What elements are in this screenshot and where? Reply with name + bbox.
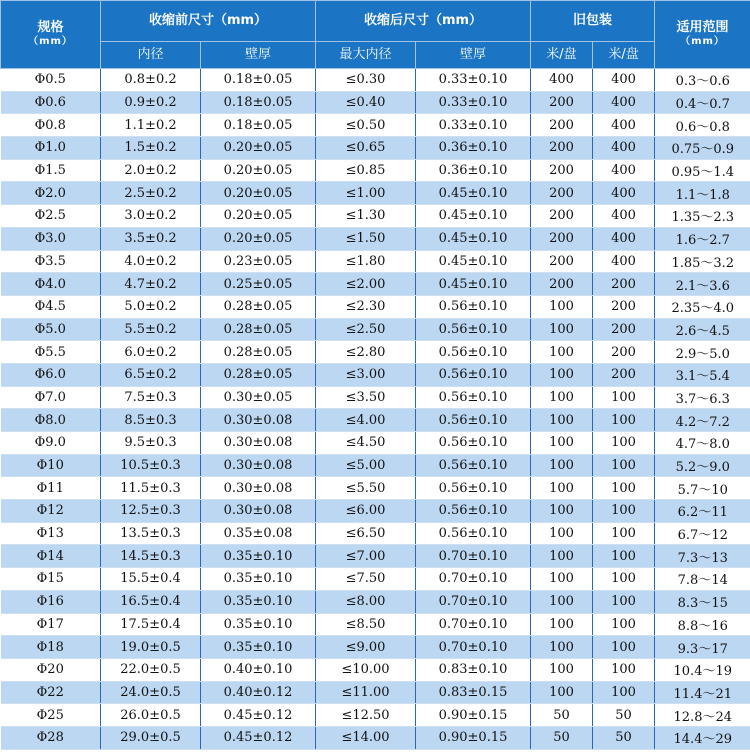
- table-row: [1, 432, 750, 455]
- table-row: [1, 522, 750, 545]
- cell-inner-diameter: 5.0±0.2: [101, 295, 201, 318]
- cell-meters-per-reel: 100: [531, 386, 593, 409]
- cell-inner-diameter: 11.5±0.3: [101, 477, 201, 500]
- cell-inner-diameter: 13.5±0.3: [101, 522, 201, 545]
- cell-meters-per-reel: 100: [531, 409, 593, 432]
- cell-meters-per-reel: 100: [531, 658, 593, 681]
- cell-wall-thickness: 0.35±0.10: [201, 545, 316, 568]
- cell-inner-diameter: 4.0±0.2: [101, 250, 201, 273]
- cell-meters-per-reel: 400: [531, 69, 593, 92]
- cell-max-inner-diameter: ≤4.00: [316, 409, 416, 432]
- cell-wall-thickness-after: 0.56±0.10: [416, 318, 531, 341]
- cell-inner-diameter: 3.5±0.2: [101, 227, 201, 250]
- cell-max-inner-diameter: ≤10.00: [316, 658, 416, 681]
- cell-max-inner-diameter: ≤0.50: [316, 114, 416, 137]
- cell-wall-thickness: 0.30±0.08: [201, 432, 316, 455]
- header-range-label: 适用范围: [676, 20, 729, 36]
- table-row: [1, 182, 750, 205]
- cell-wall-thickness: 0.30±0.05: [201, 386, 316, 409]
- cell-meters-per-reel-2: 400: [593, 91, 655, 114]
- cell-spec: Φ8.0: [1, 409, 101, 432]
- cell-max-inner-diameter: ≤12.50: [316, 704, 416, 727]
- cell-spec: Φ2.5: [1, 205, 101, 228]
- cell-inner-diameter: 2.5±0.2: [101, 182, 201, 205]
- cell-meters-per-reel-2: 400: [593, 137, 655, 160]
- cell-spec: Φ1.5: [1, 159, 101, 182]
- cell-max-inner-diameter: ≤0.85: [316, 159, 416, 182]
- header-spec: [1, 1, 101, 69]
- cell-range: 7.3～13: [655, 545, 750, 568]
- cell-meters-per-reel-2: 100: [593, 386, 655, 409]
- cell-inner-diameter: 1.5±0.2: [101, 137, 201, 160]
- cell-inner-diameter: 19.0±0.5: [101, 636, 201, 659]
- cell-meters-per-reel: 100: [531, 477, 593, 500]
- cell-inner-diameter: 5.5±0.2: [101, 318, 201, 341]
- table-row: [1, 409, 750, 432]
- cell-meters-per-reel: 100: [531, 613, 593, 636]
- cell-wall-thickness-after: 0.90±0.15: [416, 726, 531, 749]
- cell-wall-thickness-after: 0.56±0.10: [416, 432, 531, 455]
- table-row: [1, 477, 750, 500]
- cell-wall-thickness: 0.28±0.05: [201, 295, 316, 318]
- cell-inner-diameter: 6.0±0.2: [101, 341, 201, 364]
- cell-wall-thickness-after: 0.70±0.10: [416, 613, 531, 636]
- table-row: [1, 91, 750, 114]
- cell-wall-thickness-after: 0.70±0.10: [416, 636, 531, 659]
- cell-spec: Φ7.0: [1, 386, 101, 409]
- table-row: [1, 568, 750, 591]
- cell-range: 12.8～24: [655, 704, 750, 727]
- table-row: [1, 159, 750, 182]
- table-row: [1, 227, 750, 250]
- cell-wall-thickness-after: 0.56±0.10: [416, 295, 531, 318]
- cell-range: 0.4～0.7: [655, 91, 750, 114]
- cell-meters-per-reel: 100: [531, 500, 593, 523]
- table-row: [1, 726, 750, 749]
- cell-spec: Φ2.0: [1, 182, 101, 205]
- cell-spec: Φ0.5: [1, 69, 101, 92]
- cell-meters-per-reel: 100: [531, 454, 593, 477]
- cell-max-inner-diameter: ≤1.80: [316, 250, 416, 273]
- table-row: [1, 500, 750, 523]
- cell-max-inner-diameter: ≤0.65: [316, 137, 416, 160]
- cell-max-inner-diameter: ≤3.00: [316, 363, 416, 386]
- cell-spec: Φ0.8: [1, 114, 101, 137]
- cell-wall-thickness: 0.35±0.10: [201, 636, 316, 659]
- cell-meters-per-reel: 100: [531, 681, 593, 704]
- cell-range: 3.7～6.3: [655, 386, 750, 409]
- cell-wall-thickness: 0.30±0.08: [201, 477, 316, 500]
- subheader-inner-diameter: 内径: [101, 42, 201, 69]
- cell-range: 5.7～10: [655, 477, 750, 500]
- cell-range: 1.6～2.7: [655, 227, 750, 250]
- table-row: [1, 681, 750, 704]
- cell-meters-per-reel-2: 100: [593, 658, 655, 681]
- cell-wall-thickness: 0.20±0.05: [201, 227, 316, 250]
- table-row: [1, 341, 750, 364]
- table-row: [1, 454, 750, 477]
- cell-wall-thickness-after: 0.70±0.10: [416, 545, 531, 568]
- cell-meters-per-reel: 50: [531, 704, 593, 727]
- cell-range: 1.1～1.8: [655, 182, 750, 205]
- cell-wall-thickness-after: 0.56±0.10: [416, 363, 531, 386]
- cell-meters-per-reel: 200: [531, 227, 593, 250]
- cell-wall-thickness-after: 0.33±0.10: [416, 69, 531, 92]
- cell-max-inner-diameter: ≤5.00: [316, 454, 416, 477]
- cell-meters-per-reel-2: 200: [593, 273, 655, 296]
- cell-inner-diameter: 2.0±0.2: [101, 159, 201, 182]
- cell-meters-per-reel: 200: [531, 91, 593, 114]
- cell-range: 2.6～4.5: [655, 318, 750, 341]
- cell-spec: Φ6.0: [1, 363, 101, 386]
- cell-wall-thickness: 0.28±0.05: [201, 341, 316, 364]
- cell-inner-diameter: 6.5±0.2: [101, 363, 201, 386]
- cell-max-inner-diameter: ≤6.00: [316, 500, 416, 523]
- cell-spec: Φ25: [1, 704, 101, 727]
- cell-spec: Φ3.0: [1, 227, 101, 250]
- cell-spec: Φ3.5: [1, 250, 101, 273]
- cell-spec: Φ17: [1, 613, 101, 636]
- cell-inner-diameter: 24.0±0.5: [101, 681, 201, 704]
- table-row: [1, 69, 750, 92]
- cell-meters-per-reel-2: 100: [593, 613, 655, 636]
- cell-wall-thickness: 0.20±0.05: [201, 137, 316, 160]
- cell-meters-per-reel-2: 100: [593, 500, 655, 523]
- cell-meters-per-reel-2: 50: [593, 726, 655, 749]
- cell-wall-thickness-after: 0.56±0.10: [416, 341, 531, 364]
- cell-wall-thickness-after: 0.56±0.10: [416, 477, 531, 500]
- cell-spec: Φ11: [1, 477, 101, 500]
- cell-meters-per-reel: 200: [531, 273, 593, 296]
- cell-meters-per-reel: 100: [531, 432, 593, 455]
- cell-wall-thickness-after: 0.56±0.10: [416, 454, 531, 477]
- cell-wall-thickness: 0.30±0.08: [201, 454, 316, 477]
- cell-meters-per-reel: 200: [531, 159, 593, 182]
- cell-meters-per-reel-2: 100: [593, 477, 655, 500]
- cell-spec: Φ28: [1, 726, 101, 749]
- cell-meters-per-reel: 100: [531, 363, 593, 386]
- cell-max-inner-diameter: ≤2.50: [316, 318, 416, 341]
- cell-meters-per-reel-2: 100: [593, 522, 655, 545]
- cell-range: 0.6～0.8: [655, 114, 750, 137]
- cell-meters-per-reel: 100: [531, 341, 593, 364]
- cell-wall-thickness-after: 0.83±0.10: [416, 658, 531, 681]
- cell-max-inner-diameter: ≤4.50: [316, 432, 416, 455]
- cell-spec: Φ5.0: [1, 318, 101, 341]
- table-body: [1, 69, 750, 750]
- cell-wall-thickness-after: 0.90±0.15: [416, 704, 531, 727]
- table-row: [1, 114, 750, 137]
- subheader-meters-per-reel-2: 米/盘: [593, 42, 655, 69]
- cell-max-inner-diameter: ≤3.50: [316, 386, 416, 409]
- cell-spec: Φ4.5: [1, 295, 101, 318]
- cell-spec: Φ12: [1, 500, 101, 523]
- cell-wall-thickness-after: 0.45±0.10: [416, 205, 531, 228]
- cell-max-inner-diameter: ≤8.00: [316, 590, 416, 613]
- subheader-wall-thickness-after: 壁厚: [416, 42, 531, 69]
- cell-wall-thickness: 0.18±0.05: [201, 114, 316, 137]
- header-spec-label: 规格: [37, 20, 64, 36]
- cell-range: 2.9～5.0: [655, 341, 750, 364]
- cell-max-inner-diameter: ≤6.50: [316, 522, 416, 545]
- cell-range: 1.35～2.3: [655, 205, 750, 228]
- cell-range: 2.1～3.6: [655, 273, 750, 296]
- cell-max-inner-diameter: ≤2.80: [316, 341, 416, 364]
- cell-inner-diameter: 22.0±0.5: [101, 658, 201, 681]
- cell-meters-per-reel-2: 100: [593, 590, 655, 613]
- cell-meters-per-reel-2: 200: [593, 295, 655, 318]
- cell-max-inner-diameter: ≤2.00: [316, 273, 416, 296]
- cell-meters-per-reel-2: 50: [593, 704, 655, 727]
- cell-meters-per-reel-2: 400: [593, 250, 655, 273]
- cell-range: 0.95～1.4: [655, 159, 750, 182]
- table-row: [1, 545, 750, 568]
- cell-meters-per-reel: 100: [531, 318, 593, 341]
- cell-meters-per-reel: 100: [531, 568, 593, 591]
- cell-max-inner-diameter: ≤5.50: [316, 477, 416, 500]
- cell-wall-thickness: 0.35±0.10: [201, 613, 316, 636]
- table-row: [1, 205, 750, 228]
- cell-inner-diameter: 15.5±0.4: [101, 568, 201, 591]
- cell-meters-per-reel-2: 100: [593, 681, 655, 704]
- cell-spec: Φ16: [1, 590, 101, 613]
- cell-range: 8.8～16: [655, 613, 750, 636]
- cell-spec: Φ22: [1, 681, 101, 704]
- cell-inner-diameter: 17.5±0.4: [101, 613, 201, 636]
- cell-wall-thickness: 0.20±0.05: [201, 159, 316, 182]
- cell-max-inner-diameter: ≤2.30: [316, 295, 416, 318]
- cell-max-inner-diameter: ≤14.00: [316, 726, 416, 749]
- cell-wall-thickness-after: 0.70±0.10: [416, 568, 531, 591]
- cell-spec: Φ13: [1, 522, 101, 545]
- cell-max-inner-diameter: ≤1.50: [316, 227, 416, 250]
- cell-wall-thickness-after: 0.56±0.10: [416, 386, 531, 409]
- cell-meters-per-reel-2: 100: [593, 432, 655, 455]
- cell-wall-thickness: 0.23±0.05: [201, 250, 316, 273]
- cell-meters-per-reel: 200: [531, 182, 593, 205]
- cell-inner-diameter: 8.5±0.3: [101, 409, 201, 432]
- cell-wall-thickness: 0.25±0.05: [201, 273, 316, 296]
- cell-wall-thickness-after: 0.45±0.10: [416, 273, 531, 296]
- cell-meters-per-reel-2: 200: [593, 318, 655, 341]
- cell-spec: Φ5.5: [1, 341, 101, 364]
- cell-wall-thickness: 0.20±0.05: [201, 205, 316, 228]
- header-row: [1, 1, 750, 42]
- cell-range: 7.8～14: [655, 568, 750, 591]
- cell-wall-thickness: 0.40±0.10: [201, 658, 316, 681]
- cell-wall-thickness: 0.40±0.12: [201, 681, 316, 704]
- subheader-max-inner-diameter: 最大内径: [316, 42, 416, 69]
- header-range: [655, 1, 750, 69]
- cell-wall-thickness-after: 0.56±0.10: [416, 522, 531, 545]
- cell-wall-thickness: 0.45±0.12: [201, 726, 316, 749]
- cell-wall-thickness-after: 0.56±0.10: [416, 409, 531, 432]
- cell-meters-per-reel: 100: [531, 636, 593, 659]
- cell-max-inner-diameter: ≤9.00: [316, 636, 416, 659]
- cell-inner-diameter: 12.5±0.3: [101, 500, 201, 523]
- cell-max-inner-diameter: ≤1.30: [316, 205, 416, 228]
- header-spec-unit: （mm）: [28, 36, 73, 48]
- cell-meters-per-reel: 200: [531, 137, 593, 160]
- cell-spec: Φ20: [1, 658, 101, 681]
- table-row: [1, 704, 750, 727]
- cell-meters-per-reel-2: 100: [593, 636, 655, 659]
- cell-meters-per-reel: 200: [531, 250, 593, 273]
- cell-spec: Φ10: [1, 454, 101, 477]
- table-row: [1, 658, 750, 681]
- cell-range: 4.2～7.2: [655, 409, 750, 432]
- cell-meters-per-reel-2: 100: [593, 545, 655, 568]
- cell-max-inner-diameter: ≤11.00: [316, 681, 416, 704]
- cell-meters-per-reel-2: 400: [593, 114, 655, 137]
- cell-meters-per-reel: 100: [531, 590, 593, 613]
- cell-meters-per-reel-2: 400: [593, 69, 655, 92]
- cell-max-inner-diameter: ≤0.30: [316, 69, 416, 92]
- header-range-unit: （mm）: [680, 36, 725, 48]
- cell-range: 11.4～21: [655, 681, 750, 704]
- cell-inner-diameter: 0.9±0.2: [101, 91, 201, 114]
- cell-meters-per-reel-2: 400: [593, 227, 655, 250]
- cell-meters-per-reel-2: 400: [593, 205, 655, 228]
- cell-inner-diameter: 29.0±0.5: [101, 726, 201, 749]
- subheader-meters-per-reel: 米/盘: [531, 42, 593, 69]
- cell-inner-diameter: 14.5±0.3: [101, 545, 201, 568]
- cell-inner-diameter: 9.5±0.3: [101, 432, 201, 455]
- cell-range: 0.3～0.6: [655, 69, 750, 92]
- cell-meters-per-reel: 100: [531, 522, 593, 545]
- table-row: [1, 137, 750, 160]
- cell-wall-thickness: 0.18±0.05: [201, 69, 316, 92]
- cell-range: 4.7～8.0: [655, 432, 750, 455]
- cell-max-inner-diameter: ≤7.50: [316, 568, 416, 591]
- cell-inner-diameter: 0.8±0.2: [101, 69, 201, 92]
- cell-wall-thickness: 0.30±0.08: [201, 500, 316, 523]
- cell-meters-per-reel-2: 100: [593, 409, 655, 432]
- subheader-row: [1, 42, 750, 69]
- cell-wall-thickness-after: 0.33±0.10: [416, 114, 531, 137]
- cell-wall-thickness: 0.28±0.05: [201, 318, 316, 341]
- cell-inner-diameter: 3.0±0.2: [101, 205, 201, 228]
- cell-wall-thickness-after: 0.33±0.10: [416, 91, 531, 114]
- cell-wall-thickness: 0.35±0.10: [201, 590, 316, 613]
- header-post-shrink: 收缩后尺寸（mm）: [316, 1, 531, 42]
- cell-wall-thickness-after: 0.83±0.15: [416, 681, 531, 704]
- subheader-wall-thickness: 壁厚: [201, 42, 316, 69]
- cell-range: 6.7～12: [655, 522, 750, 545]
- table-row: [1, 250, 750, 273]
- header-pre-shrink: 收缩前尺寸（mm）: [101, 1, 316, 42]
- cell-range: 1.85～3.2: [655, 250, 750, 273]
- cell-range: 9.3～17: [655, 636, 750, 659]
- cell-wall-thickness: 0.30±0.08: [201, 409, 316, 432]
- cell-inner-diameter: 16.5±0.4: [101, 590, 201, 613]
- cell-inner-diameter: 7.5±0.3: [101, 386, 201, 409]
- cell-spec: Φ15: [1, 568, 101, 591]
- cell-spec: Φ1.0: [1, 137, 101, 160]
- cell-range: 5.2～9.0: [655, 454, 750, 477]
- cell-meters-per-reel-2: 100: [593, 568, 655, 591]
- cell-meters-per-reel-2: 400: [593, 182, 655, 205]
- cell-range: 6.2～11: [655, 500, 750, 523]
- table-row: [1, 363, 750, 386]
- cell-wall-thickness-after: 0.45±0.10: [416, 227, 531, 250]
- cell-range: 8.3～15: [655, 590, 750, 613]
- cell-spec: Φ4.0: [1, 273, 101, 296]
- cell-meters-per-reel-2: 200: [593, 363, 655, 386]
- cell-wall-thickness: 0.20±0.05: [201, 182, 316, 205]
- table-row: [1, 273, 750, 296]
- cell-meters-per-reel: 200: [531, 114, 593, 137]
- cell-spec: Φ9.0: [1, 432, 101, 455]
- cell-meters-per-reel: 200: [531, 205, 593, 228]
- cell-range: 10.4～19: [655, 658, 750, 681]
- cell-wall-thickness-after: 0.45±0.10: [416, 250, 531, 273]
- cell-wall-thickness: 0.35±0.10: [201, 568, 316, 591]
- cell-meters-per-reel-2: 200: [593, 341, 655, 364]
- cell-wall-thickness: 0.18±0.05: [201, 91, 316, 114]
- cell-inner-diameter: 1.1±0.2: [101, 114, 201, 137]
- cell-wall-thickness-after: 0.56±0.10: [416, 500, 531, 523]
- cell-wall-thickness-after: 0.36±0.10: [416, 159, 531, 182]
- cell-spec: Φ14: [1, 545, 101, 568]
- cell-max-inner-diameter: ≤7.00: [316, 545, 416, 568]
- cell-wall-thickness: 0.45±0.12: [201, 704, 316, 727]
- cell-spec: Φ0.6: [1, 91, 101, 114]
- cell-inner-diameter: 26.0±0.5: [101, 704, 201, 727]
- table-row: [1, 613, 750, 636]
- cell-wall-thickness-after: 0.45±0.10: [416, 182, 531, 205]
- cell-wall-thickness-after: 0.70±0.10: [416, 590, 531, 613]
- cell-wall-thickness: 0.28±0.05: [201, 363, 316, 386]
- cell-range: 2.35～4.0: [655, 295, 750, 318]
- cell-range: 0.75～0.9: [655, 137, 750, 160]
- table-row: [1, 386, 750, 409]
- table-row: [1, 318, 750, 341]
- cell-range: 14.4～29: [655, 726, 750, 749]
- cell-wall-thickness-after: 0.36±0.10: [416, 137, 531, 160]
- cell-wall-thickness: 0.35±0.08: [201, 522, 316, 545]
- cell-range: 3.1～5.4: [655, 363, 750, 386]
- table-row: [1, 590, 750, 613]
- cell-meters-per-reel: 50: [531, 726, 593, 749]
- cell-max-inner-diameter: ≤1.00: [316, 182, 416, 205]
- cell-spec: Φ18: [1, 636, 101, 659]
- cell-meters-per-reel: 100: [531, 295, 593, 318]
- cell-max-inner-diameter: ≤8.50: [316, 613, 416, 636]
- table-row: [1, 295, 750, 318]
- cell-inner-diameter: 10.5±0.3: [101, 454, 201, 477]
- cell-meters-per-reel: 100: [531, 545, 593, 568]
- cell-inner-diameter: 4.7±0.2: [101, 273, 201, 296]
- cell-meters-per-reel-2: 100: [593, 454, 655, 477]
- table-row: [1, 636, 750, 659]
- cell-max-inner-diameter: ≤0.40: [316, 91, 416, 114]
- header-old-package: 旧包装: [531, 1, 655, 42]
- cell-meters-per-reel-2: 400: [593, 159, 655, 182]
